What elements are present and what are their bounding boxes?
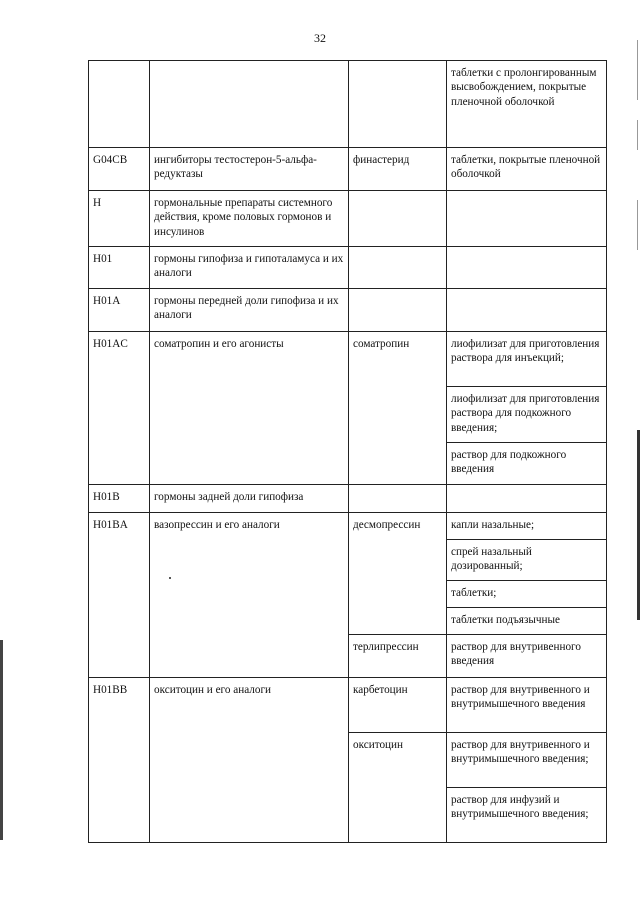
dosage-form-cell: [447, 191, 607, 247]
atc-code-cell: H01BA: [89, 513, 150, 678]
drug-name-cell: [349, 289, 447, 332]
drug-name-cell: окситоцин: [349, 733, 447, 843]
dosage-form-cell: капли назальные;: [447, 513, 607, 540]
scan-margin-mark: [637, 200, 638, 250]
scan-left-edge: [0, 640, 3, 840]
dosage-form-cell: раствор для внутривенного и внутримышечного введения;: [447, 733, 607, 788]
drug-list-table: [88, 60, 607, 843]
table-row: [89, 289, 607, 332]
dosage-form-cell: таблетки с пролонгированным высвобождением, покрытые пленочной оболочкой: [447, 61, 607, 148]
atc-code-cell: H01B: [89, 485, 150, 513]
dosage-form-cell: [447, 289, 607, 332]
drug-name-cell: [349, 247, 447, 289]
dosage-form-cell: таблетки;: [447, 581, 607, 608]
atc-code-cell: H01: [89, 247, 150, 289]
dosage-form-cell: [447, 485, 607, 513]
page-number: 32: [314, 31, 326, 45]
table-row: [89, 191, 607, 247]
dosage-form-cell: таблетки, покрытые пленочной оболочкой: [447, 148, 607, 191]
atc-code-cell: G04CB: [89, 148, 150, 191]
table-row: [89, 247, 607, 289]
dosage-form-cell: [447, 247, 607, 289]
anatomical-group-cell: гормоны задней доли гипофиза: [150, 485, 349, 513]
scan-speck: [169, 577, 171, 579]
anatomical-group-cell: гормоны передней доли гипофиза и их аналоги: [150, 289, 349, 332]
atc-code-cell: [89, 61, 150, 148]
atc-code-cell: H01A: [89, 289, 150, 332]
anatomical-group-cell: [150, 61, 349, 148]
anatomical-group-cell: гормоны гипофиза и гипоталамуса и их аналоги: [150, 247, 349, 289]
atc-code-cell: H01BB: [89, 678, 150, 843]
drug-name-cell: соматропин: [349, 332, 447, 485]
dosage-form-cell: таблетки подъязычные: [447, 608, 607, 635]
drug-name-cell: десмопрессин: [349, 513, 447, 635]
table-row: [89, 678, 607, 733]
dosage-form-cell: лиофилизат для приготовления раствора для подкожного введения;: [447, 387, 607, 443]
table-row: [89, 148, 607, 191]
dosage-form-cell: раствор для инфузий и внутримышечного введения;: [447, 788, 607, 843]
drug-name-cell: [349, 191, 447, 247]
drug-name-cell: карбетоцин: [349, 678, 447, 733]
drug-name-cell: [349, 61, 447, 148]
table-row: [89, 485, 607, 513]
dosage-form-cell: лиофилизат для приготовления раствора для инъекций;: [447, 332, 607, 387]
anatomical-group-cell: ингибиторы тестостерон-5-альфа-редуктазы: [150, 148, 349, 191]
drug-name-cell: терлипрессин: [349, 635, 447, 678]
anatomical-group-cell: окситоцин и его аналоги: [150, 678, 349, 843]
table-row: [89, 61, 607, 148]
anatomical-group-cell: соматропин и его агонисты: [150, 332, 349, 485]
table-row: [89, 513, 607, 540]
drug-name-cell: [349, 485, 447, 513]
drug-name-cell: финастерид: [349, 148, 447, 191]
dosage-form-cell: раствор для внутривенного введения: [447, 635, 607, 678]
dosage-form-cell: раствор для подкожного введения: [447, 443, 607, 485]
table-row: [89, 332, 607, 387]
atc-code-cell: H: [89, 191, 150, 247]
atc-code-cell: H01AC: [89, 332, 150, 485]
anatomical-group-cell: гормональные препараты системного действия, кроме половых гормонов и инсулинов: [150, 191, 349, 247]
anatomical-group-cell: вазопрессин и его аналоги: [150, 513, 349, 678]
scan-margin-mark: [637, 40, 638, 100]
scan-margin-mark: [637, 120, 638, 150]
dosage-form-cell: спрей назальный дозированный;: [447, 540, 607, 581]
dosage-form-cell: раствор для внутривенного и внутримышечного введения: [447, 678, 607, 733]
